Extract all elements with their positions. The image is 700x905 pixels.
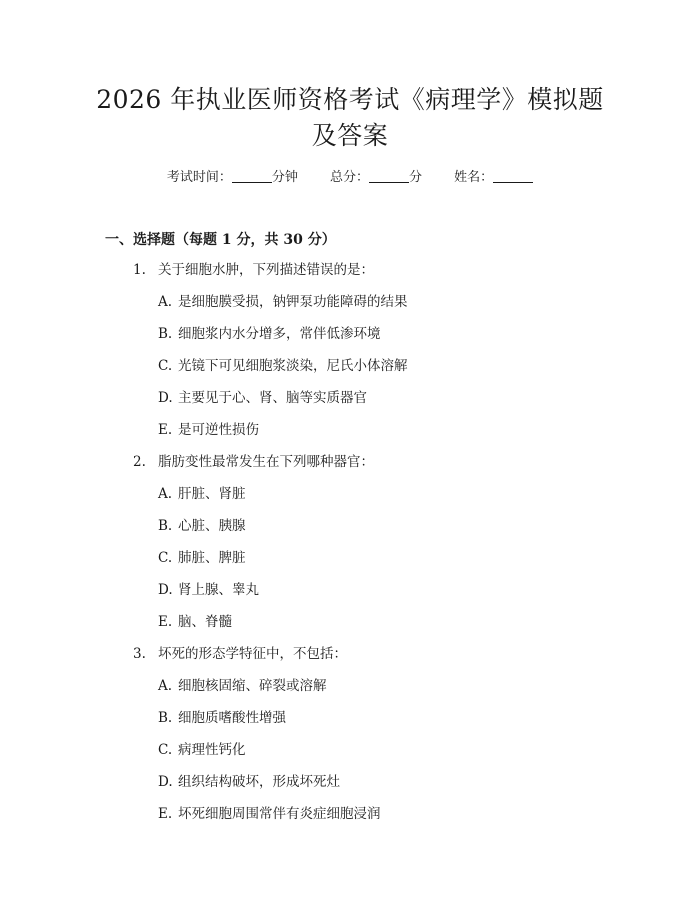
total-score-field — [330, 168, 422, 188]
option-3a — [158, 676, 327, 696]
total-score-label: 总分： — [329, 170, 369, 185]
option-text: 是细胞膜受损，钠钾泵功能障碍的结果 — [178, 294, 408, 310]
option-letter: B. — [158, 710, 173, 726]
option-1e — [158, 420, 259, 440]
option-1a — [158, 292, 408, 312]
exam-time-label: 考试时间： — [166, 170, 232, 185]
section-heading: 一、选择题（每题 1 分，共 30 分） — [105, 232, 336, 248]
question-2 — [133, 452, 374, 472]
option-text: 肺脏、脾脏 — [178, 550, 246, 566]
total-score-unit: 分 — [409, 170, 423, 185]
student-name-field — [454, 168, 533, 188]
question-number: 3. — [133, 646, 146, 662]
student-name-label: 姓名： — [454, 170, 494, 185]
option-letter: C. — [158, 742, 173, 758]
exam-time-unit: 分钟 — [271, 170, 298, 185]
option-letter: E. — [158, 422, 173, 438]
option-2d — [158, 580, 259, 600]
option-letter: B. — [158, 518, 173, 534]
option-letter: A. — [158, 486, 173, 502]
option-letter: A. — [158, 294, 173, 310]
option-3d — [158, 772, 340, 792]
option-letter: E. — [158, 806, 173, 822]
total-score-blank — [369, 169, 409, 183]
option-letter: A. — [158, 678, 173, 694]
option-text: 细胞浆内水分增多，常伴低渗环境 — [178, 326, 381, 342]
question-number: 1. — [133, 262, 146, 278]
option-1b — [158, 324, 381, 344]
option-letter: E. — [158, 614, 173, 630]
option-3c — [158, 740, 246, 760]
document-title-line-1: 2026 年执业医师资格考试《病理学》模拟题 — [96, 85, 604, 114]
question-text: 坏死的形态学特征中，不包括： — [158, 646, 347, 662]
option-letter: C. — [158, 550, 173, 566]
option-text: 肾上腺、睾丸 — [178, 582, 259, 598]
option-text: 病理性钙化 — [178, 742, 246, 758]
option-2a — [158, 484, 246, 504]
option-text: 细胞核固缩、碎裂或溶解 — [178, 678, 327, 694]
option-letter: C. — [158, 358, 173, 374]
document-title-line-2: 及答案 — [311, 121, 389, 150]
option-text: 光镜下可见细胞浆淡染，尼氏小体溶解 — [178, 358, 408, 374]
option-text: 主要见于心、肾、脑等实质器官 — [178, 390, 367, 406]
option-text: 细胞质嗜酸性增强 — [178, 710, 286, 726]
option-1c — [158, 356, 408, 376]
exam-info-line — [0, 168, 700, 188]
option-letter: D. — [158, 582, 173, 598]
option-text: 组织结构破坏，形成坏死灶 — [178, 774, 340, 790]
option-2c — [158, 548, 246, 568]
option-1d — [158, 388, 367, 408]
exam-time-field — [167, 168, 298, 188]
option-text: 肝脏、肾脏 — [178, 486, 246, 502]
option-2e — [158, 612, 232, 632]
option-text: 心脏、胰腺 — [178, 518, 246, 534]
question-text: 关于细胞水肿，下列描述错误的是： — [158, 262, 374, 278]
question-number: 2. — [133, 454, 146, 470]
option-text: 是可逆性损伤 — [178, 422, 259, 438]
option-3b — [158, 708, 286, 728]
option-letter: D. — [158, 774, 173, 790]
student-name-blank — [493, 169, 533, 183]
option-text: 坏死细胞周围常伴有炎症细胞浸润 — [178, 806, 381, 822]
option-text: 脑、脊髓 — [178, 614, 232, 630]
option-2b — [158, 516, 246, 536]
exam-time-blank — [232, 169, 272, 183]
option-letter: D. — [158, 390, 173, 406]
question-text: 脂肪变性最常发生在下列哪种器官： — [158, 454, 374, 470]
option-letter: B. — [158, 326, 173, 342]
question-1 — [133, 260, 374, 280]
question-3 — [133, 644, 347, 664]
option-3e — [158, 804, 381, 824]
